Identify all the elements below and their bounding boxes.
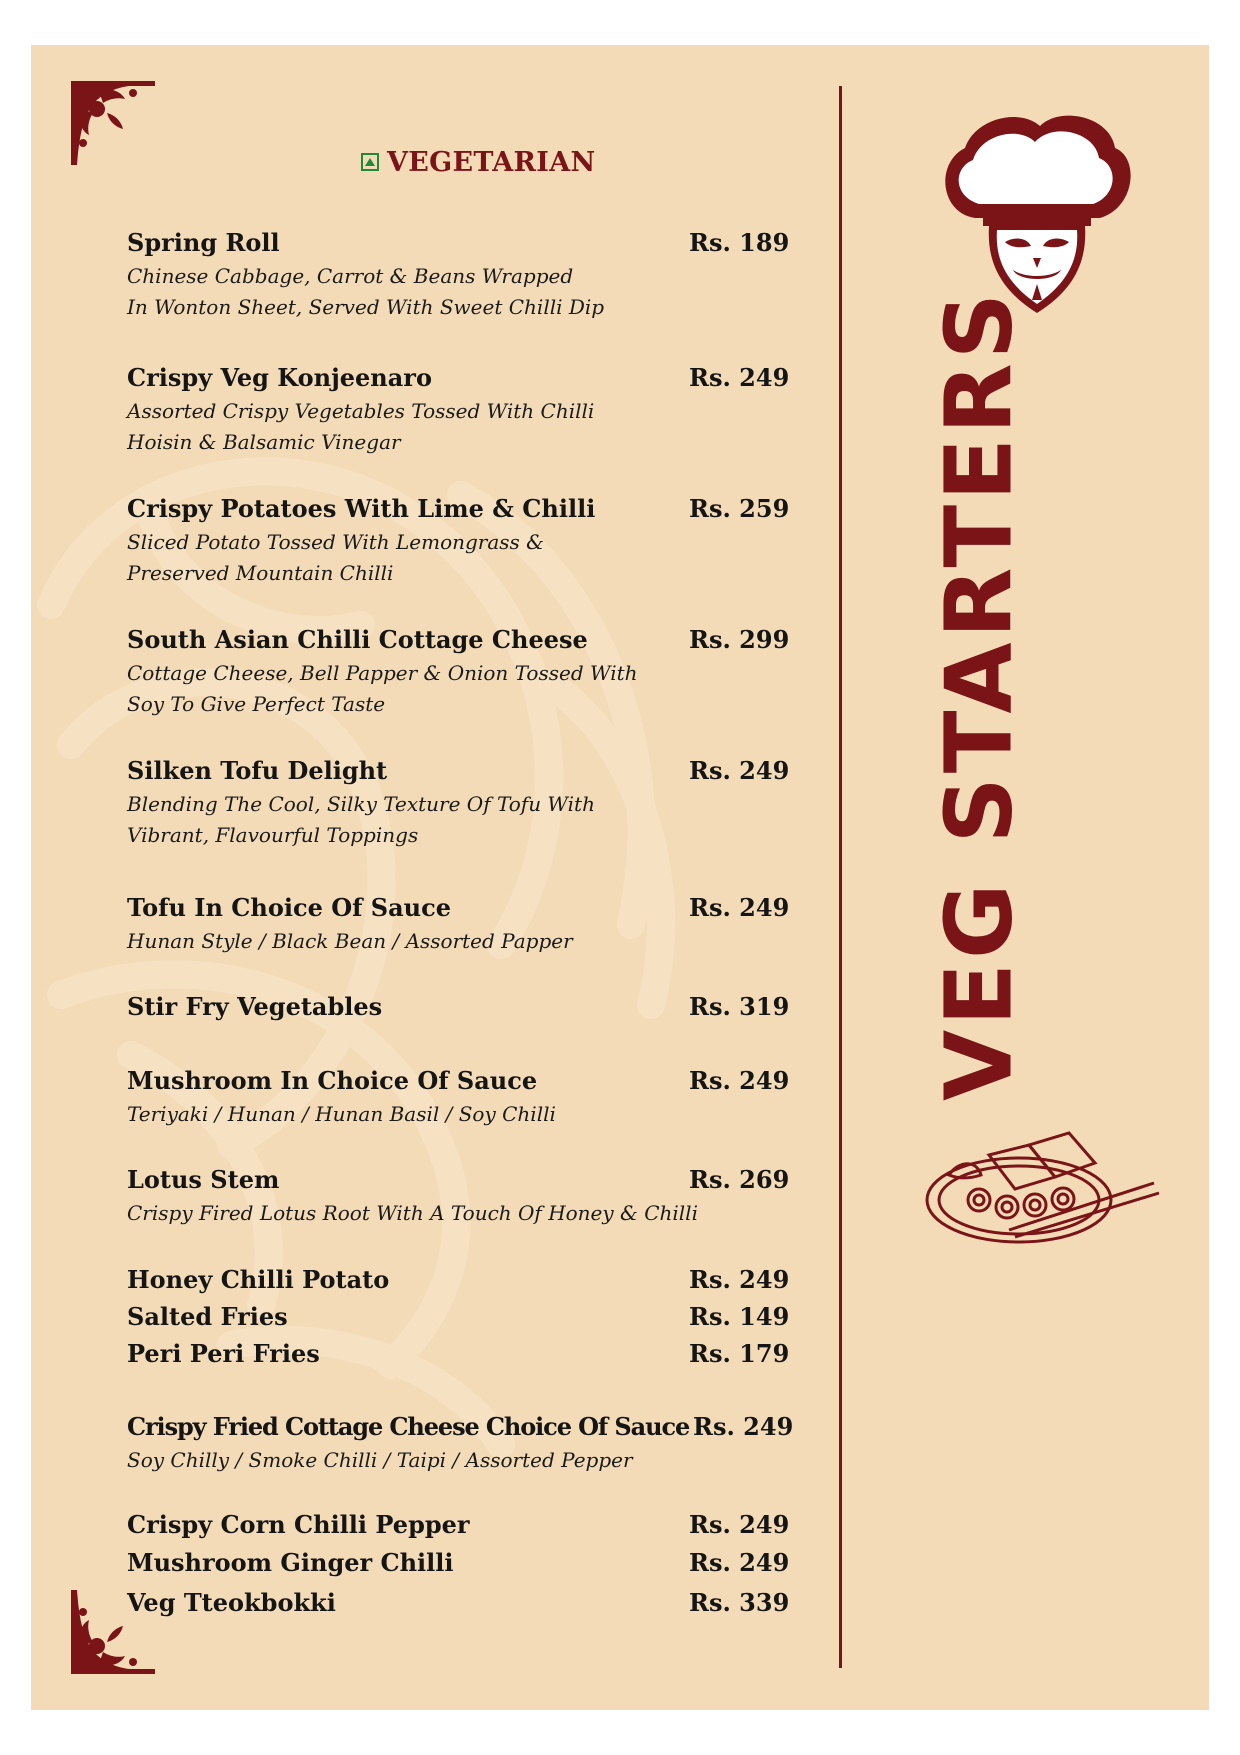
item-price: Rs. 249 <box>689 893 790 922</box>
item-price: Rs. 259 <box>689 494 790 523</box>
menu-item <box>127 494 807 589</box>
menu-item <box>127 1548 807 1580</box>
item-name: Crispy Potatoes With Lime & Chilli <box>127 494 596 523</box>
item-name: Lotus Stem <box>127 1165 280 1194</box>
vertical-divider <box>839 86 842 1668</box>
item-price: Rs. 189 <box>689 228 790 257</box>
menu-item <box>127 363 807 458</box>
item-price: Rs. 249 <box>693 1412 794 1441</box>
item-price: Rs. 249 <box>689 1066 790 1095</box>
item-price: Rs. 339 <box>689 1588 790 1617</box>
menu-page <box>31 45 1209 1710</box>
menu-item <box>127 1302 807 1334</box>
menu-item <box>127 228 807 323</box>
item-name: Crispy Fried Cottage Cheese Choice Of Sauce <box>127 1412 690 1441</box>
item-description: Assorted Crispy Vegetables Tossed With Chilli Hoisin & Balsamic Vinegar <box>127 399 595 454</box>
spring-roll-plate-icon <box>919 1105 1169 1265</box>
item-name: Crispy Corn Chilli Pepper <box>127 1510 470 1539</box>
item-description: Chinese Cabbage, Carrot & Beans Wrapped In Wonton Sheet, Served With Sweet Chilli Dip <box>127 264 605 319</box>
item-name: Crispy Veg Konjeenaro <box>127 363 432 392</box>
item-name: Veg Tteokbokki <box>127 1588 336 1617</box>
item-name: Peri Peri Fries <box>127 1339 320 1368</box>
item-name: Spring Roll <box>127 228 280 257</box>
menu-list <box>127 45 807 1710</box>
section-title: VEGETARIAN <box>387 146 596 178</box>
menu-item <box>127 1066 807 1130</box>
item-name: Honey Chilli Potato <box>127 1265 390 1294</box>
menu-item <box>127 1588 807 1620</box>
item-price: Rs. 249 <box>689 1548 790 1577</box>
menu-item <box>127 756 807 851</box>
item-price: Rs. 179 <box>689 1339 790 1368</box>
menu-item <box>127 1265 807 1297</box>
chef-mask-icon <box>935 108 1135 318</box>
item-description: Teriyaki / Hunan / Hunan Basil / Soy Chilli <box>127 1102 556 1126</box>
item-name: Stir Fry Vegetables <box>127 992 383 1021</box>
item-description: Hunan Style / Black Bean / Assorted Papper <box>127 929 573 953</box>
menu-item <box>127 1339 807 1371</box>
item-name: Tofu In Choice Of Sauce <box>127 893 451 922</box>
menu-item <box>127 992 807 1024</box>
menu-item <box>127 1165 807 1229</box>
side-title-text: VEG STARTERS <box>925 288 1033 1102</box>
item-price: Rs. 249 <box>689 363 790 392</box>
item-price: Rs. 269 <box>689 1165 790 1194</box>
menu-item <box>127 893 807 957</box>
item-description: Soy Chilly / Smoke Chilli / Taipi / Assorted Pepper <box>127 1448 633 1472</box>
item-price: Rs. 319 <box>689 992 790 1021</box>
item-name: Silken Tofu Delight <box>127 756 388 785</box>
menu-item <box>127 1412 807 1476</box>
item-price: Rs. 149 <box>689 1302 790 1331</box>
item-name: Mushroom Ginger Chilli <box>127 1548 454 1577</box>
item-description: Sliced Potato Tossed With Lemongrass & Preserved Mountain Chilli <box>127 530 544 585</box>
item-name: Mushroom In Choice Of Sauce <box>127 1066 538 1095</box>
item-price: Rs. 249 <box>689 1265 790 1294</box>
item-description: Crispy Fired Lotus Root With A Touch Of Honey & Chilli <box>127 1201 698 1225</box>
menu-item <box>127 625 807 720</box>
item-price: Rs. 249 <box>689 756 790 785</box>
item-name: South Asian Chilli Cottage Cheese <box>127 625 588 654</box>
item-description: Blending The Cool, Silky Texture Of Tofu With Vibrant, Flavourful Toppings <box>127 792 595 847</box>
item-description: Cottage Cheese, Bell Papper & Onion Tossed With Soy To Give Perfect Taste <box>127 661 638 716</box>
menu-item <box>127 1510 807 1542</box>
item-price: Rs. 299 <box>689 625 790 654</box>
item-name: Salted Fries <box>127 1302 288 1331</box>
item-price: Rs. 249 <box>689 1510 790 1539</box>
